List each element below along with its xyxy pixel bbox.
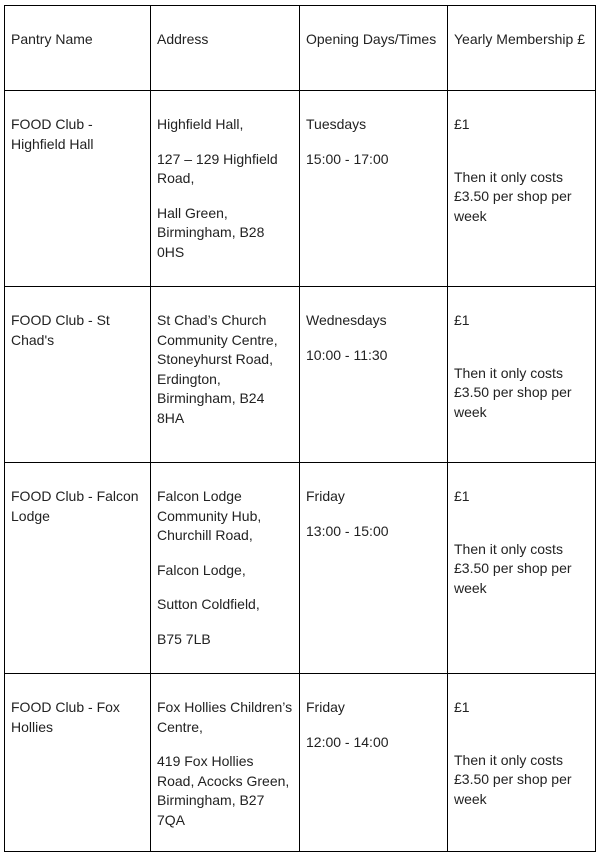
header-address: Address bbox=[157, 31, 209, 47]
header-name: Pantry Name bbox=[11, 31, 93, 47]
address-line: Highfield Hall, bbox=[157, 116, 244, 132]
table-row bbox=[5, 674, 596, 852]
membership-price: £1 bbox=[454, 699, 470, 715]
membership-note: Then it only costs £3.50 per shop per week bbox=[454, 540, 572, 596]
opening-cell bbox=[300, 91, 448, 287]
header-membership: Yearly Membership £ bbox=[454, 31, 585, 47]
membership-price: £1 bbox=[454, 116, 470, 132]
opening-time: 15:00 - 17:00 bbox=[306, 150, 389, 167]
address-line: St Chad’s Church Community Centre, Stoneyhurst Road, Erdington, Birmingham, B24 8HA bbox=[157, 312, 278, 426]
opening-day: Wednesdays bbox=[306, 312, 387, 328]
address-line: Fox Hollies Children’s Centre, bbox=[157, 699, 293, 735]
membership-note: Then it only costs £3.50 per shop per week bbox=[454, 751, 572, 807]
address-line: Falcon Lodge Community Hub, Churchill Road, bbox=[157, 488, 262, 543]
header-cell-opening bbox=[300, 6, 448, 91]
opening-cell bbox=[300, 674, 448, 852]
membership-price: £1 bbox=[454, 312, 470, 328]
address-line: 419 Fox Hollies Road, Acocks Green, Birmingham, B27 7QA bbox=[157, 753, 290, 828]
address-cell bbox=[151, 287, 300, 463]
opening-day: Friday bbox=[306, 488, 345, 504]
membership-cell bbox=[448, 674, 596, 852]
pantry-name-cell bbox=[5, 463, 151, 674]
table-row bbox=[5, 287, 596, 463]
opening-time: 12:00 - 14:00 bbox=[306, 733, 389, 750]
address-line: 127 – 129 Highfield Road, bbox=[157, 150, 278, 186]
opening-cell bbox=[300, 287, 448, 463]
address-line: B75 7LB bbox=[157, 630, 211, 647]
membership-note: Then it only costs £3.50 per shop per week bbox=[454, 364, 572, 420]
opening-cell bbox=[300, 463, 448, 674]
pantry-name-cell bbox=[5, 91, 151, 287]
pantry-name: FOOD Club - Highfield Hall bbox=[11, 116, 94, 152]
header-row bbox=[5, 6, 596, 91]
membership-cell bbox=[448, 91, 596, 287]
header-cell-address bbox=[151, 6, 300, 91]
table-row bbox=[5, 91, 596, 287]
opening-day: Tuesdays bbox=[306, 116, 367, 132]
pantry-name: FOOD Club - St Chad's bbox=[11, 312, 110, 348]
pantry-name-cell bbox=[5, 287, 151, 463]
pantry-name: FOOD Club - Fox Hollies bbox=[11, 699, 120, 735]
membership-price: £1 bbox=[454, 488, 470, 504]
opening-day: Friday bbox=[306, 699, 345, 715]
food-club-table bbox=[4, 5, 596, 852]
table-row bbox=[5, 463, 596, 674]
header-cell-name bbox=[5, 6, 151, 91]
membership-cell bbox=[448, 287, 596, 463]
address-line: Hall Green, Birmingham, B28 0HS bbox=[157, 204, 265, 260]
header-cell-membership bbox=[448, 6, 596, 91]
opening-time: 13:00 - 15:00 bbox=[306, 522, 389, 539]
address-cell bbox=[151, 91, 300, 287]
address-cell bbox=[151, 674, 300, 852]
pantry-name: FOOD Club - Falcon Lodge bbox=[11, 488, 139, 524]
header-opening: Opening Days/Times bbox=[306, 31, 437, 47]
membership-cell bbox=[448, 463, 596, 674]
address-cell bbox=[151, 463, 300, 674]
membership-note: Then it only costs £3.50 per shop per week bbox=[454, 168, 572, 224]
address-line: Falcon Lodge, bbox=[157, 561, 246, 578]
opening-time: 10:00 - 11:30 bbox=[306, 346, 388, 363]
pantry-name-cell bbox=[5, 674, 151, 852]
address-line: Sutton Coldfield, bbox=[157, 596, 260, 612]
